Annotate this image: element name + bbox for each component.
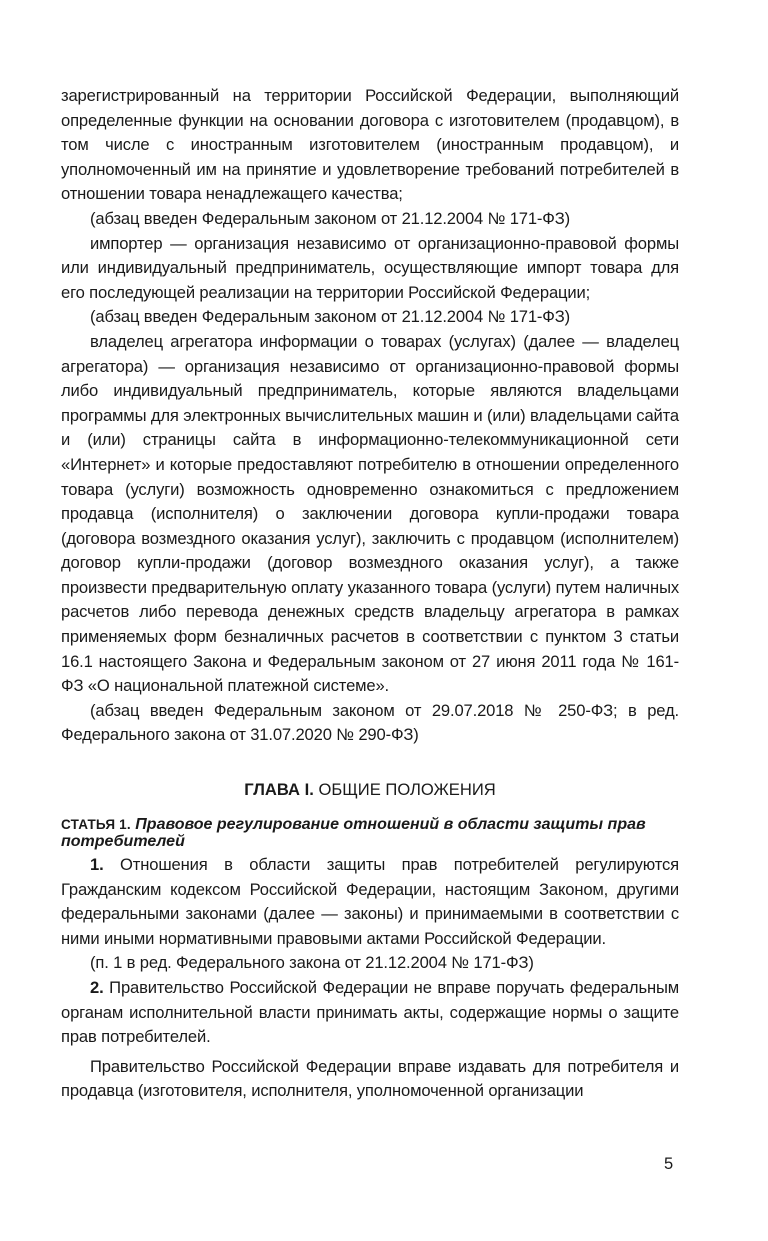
page-number: 5 [664,1155,674,1173]
chapter-heading [61,778,679,802]
paragraph-continuation: зарегистрированный на территории Российской Федерации, выполняющий определенные функции на основании договора с изготовителем (продавцом), в том числе с иностранным изготовителем (иностранным продавцом), и уполномоченный им на принятие и удовлетворение требований потребителей в отношении товара ненадлежащего качества; [61,86,679,204]
amendment-note: (п. 1 в ред. Федерального закона от 21.12.2004 № 171-ФЗ) [90,953,534,973]
point-number: 2. [90,978,104,997]
article-heading [61,816,679,850]
chapter-label: ГЛАВА I. [244,780,314,800]
paragraph-aggregator: владелец агрегатора информации о товарах (услугах) (далее — владелец агрегатора) — организация независимо от организационно-правовой формы либо индивидуальный предприниматель, которые являются владельцами программы для электронных вычислительных машин и (или) владельцами сайта и (или) страницы сайта в информационно-телекоммуникационной сети «Интернет» и которые предоставляют потребителю в отношении определенного товара (услуги) возможность одновременно ознакомиться с предложением продавца (исполнителя) о заключении договора купли-продажи товара (договора возмездного оказания услуг), заключить с продавцом (исполнителем) договор купли-продажи (договор возмездного оказания услуг), а также произвести предварительную оплату указанного товара (услуги) путем наличных расчетов либо перевода денежных средств владельцу агрегатора в рамках применяемых форм безналичных расчетов в соответствии с пунктом 3 статьи 16.1 настоящего Закона и Федеральным законом от 27 июня 2011 года № 161-ФЗ «О национальной платежной системе». [61,331,679,696]
article-label: СТАТЬЯ 1. [61,817,131,833]
amendment-note: (абзац введен Федеральным законом от 21.12.2004 № 171-ФЗ) [90,208,571,228]
document-page [61,84,679,1104]
amendment-note: (абзац введен Федеральным законом от 29.07.2018 № 250-ФЗ; в ред. Федерального закона от 31.07.2020 № 290-ФЗ) [61,700,679,745]
point-text: Отношения в области защиты прав потребителей регулируются Гражданским кодексом Российской Федерации, настоящим Законом, другими федеральными законами (далее — законы) и принимаемыми в соответствии с ними иными нормативными правовыми актами Российской Федерации. [61,855,679,948]
amendment-note: (абзац введен Федеральным законом от 21.12.2004 № 171-ФЗ) [90,307,571,327]
point-number: 1. [90,855,104,875]
paragraph-importer: импортер — организация независимо от организационно-правовой формы или индивидуальный предприниматель, осуществляющие импорт товара для его последующей реализации на территории Российской Федерации; [61,233,679,302]
article-point-1 [61,853,679,951]
point-text: Правительство Российской Федерации не вправе поручать федеральным органам исполнительной власти принимать акты, содержащие нормы о защите прав потребителей. [61,978,679,1047]
paragraph-government: Правительство Российской Федерации вправе издавать для потребителя и продавца (изготовителя, исполнителя, уполномоченной организации [61,1056,679,1101]
article-point-2 [61,976,679,1050]
chapter-title: ОБЩИЕ ПОЛОЖЕНИЯ [313,780,496,800]
article-title: Правовое регулирование отношений в области защиты прав потребителей [61,816,646,851]
